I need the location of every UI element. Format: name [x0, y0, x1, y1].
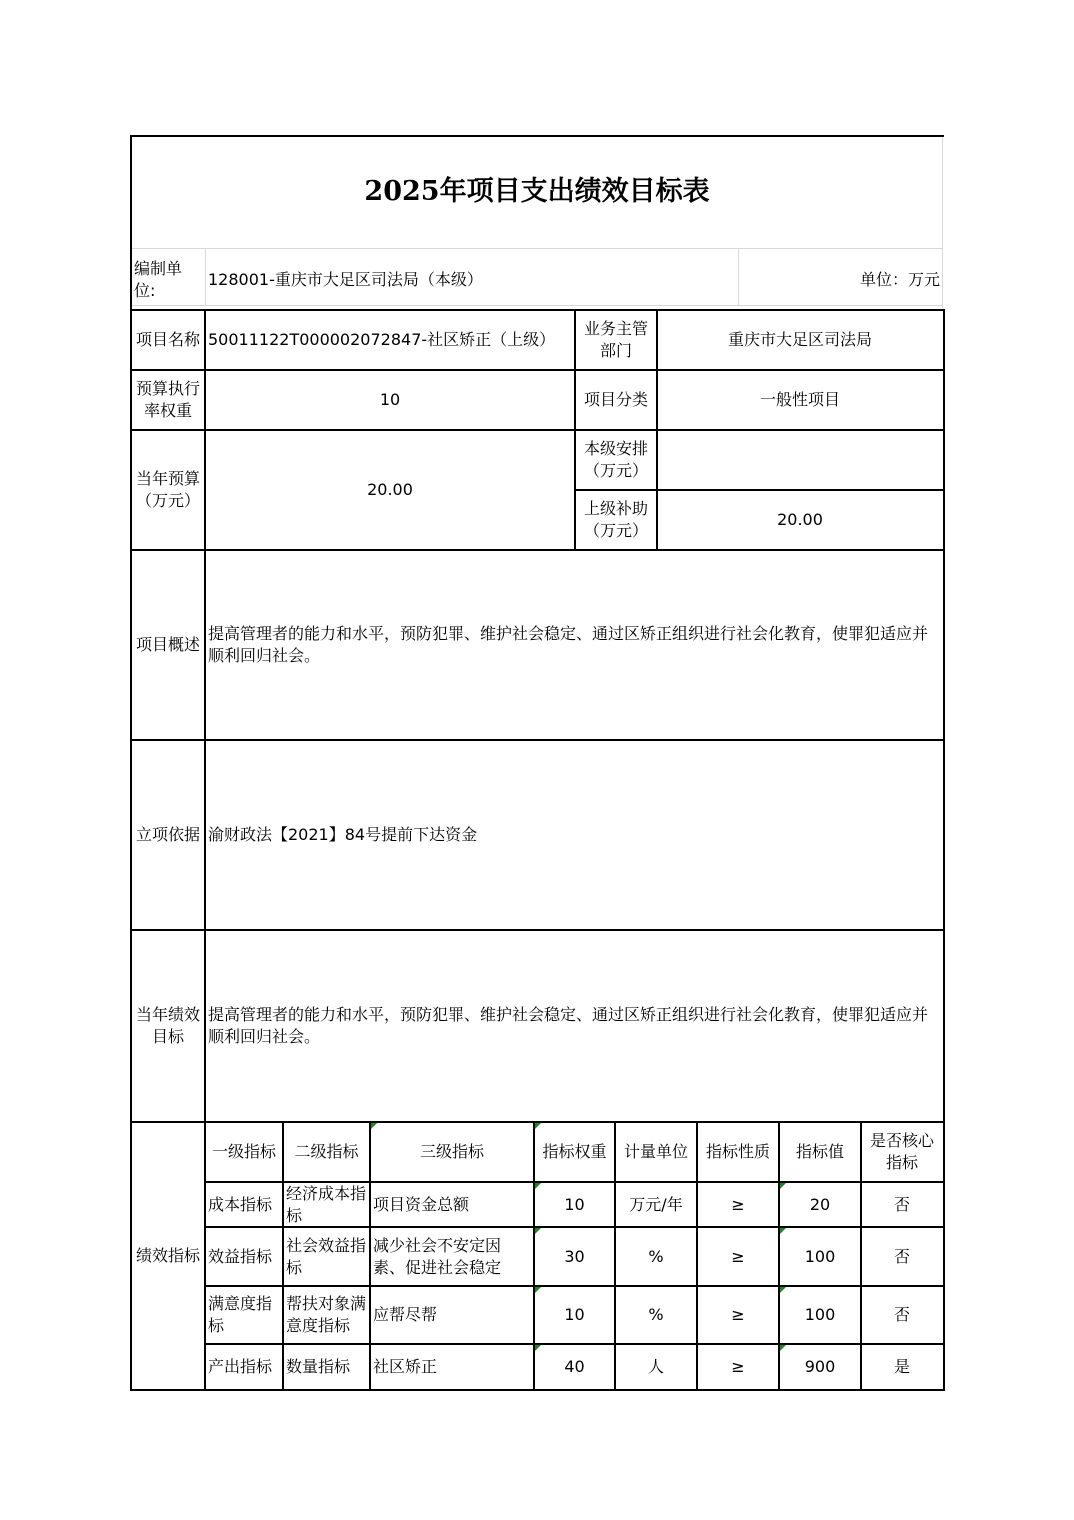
table-cell: 社区矫正 [373, 1356, 438, 1376]
budget-value: 20.00 [367, 480, 413, 499]
superior-value: 20.00 [777, 510, 823, 529]
cell-marker [780, 1345, 786, 1351]
table-cell: 20 [809, 1194, 831, 1214]
table-cell: 应帮尽帮 [373, 1305, 438, 1324]
table-cell: 否 [893, 1194, 910, 1214]
table-border [130, 309, 944, 311]
table-border [656, 309, 658, 550]
table-cell: 减少社会不安定因素、促进社会稳定 [373, 1235, 502, 1277]
table-border [130, 929, 944, 931]
table-cell: 否 [893, 1305, 910, 1324]
table-cell: 10 [564, 1305, 585, 1324]
table-cell: 是 [893, 1356, 910, 1376]
dept-value: 重庆市大足区司法局 [727, 330, 872, 349]
table-border [130, 1389, 944, 1391]
local-label: 本级安排（万元） [583, 439, 648, 480]
table-cell: 否 [893, 1246, 910, 1266]
cell-marker [535, 1345, 541, 1351]
table-cell: ≥ [731, 1305, 745, 1324]
superior-label: 上级补助（万元） [583, 499, 648, 540]
weight-value: 10 [379, 390, 401, 409]
table-cell: 社会效益指标 [286, 1235, 367, 1277]
table-cell: ≥ [731, 1194, 745, 1214]
local-value [657, 430, 943, 490]
goal-value: 提高管理者的能力和水平，预防犯罪、维护社会稳定、通过区矫正组织进行社会化教育，使罪犯适应并顺利回归社会。 [208, 1005, 929, 1046]
table-cell: 10 [564, 1194, 585, 1214]
table-cell: 帮扶对象满意度指标 [286, 1294, 367, 1335]
unit-value: 128001-重庆市大足区司法局（本级） [208, 270, 483, 289]
table-border [130, 549, 944, 551]
table-border [130, 135, 132, 1391]
cell-marker [535, 1228, 541, 1234]
weight-label: 预算执行率权重 [135, 379, 200, 420]
col-header: 计量单位 [623, 1142, 688, 1161]
table-border [860, 1121, 862, 1391]
col-header: 是否核心指标 [869, 1131, 934, 1172]
table-cell: 项目资金总额 [373, 1194, 470, 1214]
table-border [205, 1285, 944, 1287]
overview-label: 项目概述 [135, 635, 200, 654]
cell-marker [780, 1183, 786, 1189]
basis-label: 立项依据 [135, 825, 200, 844]
project-name-label: 项目名称 [135, 330, 200, 349]
table-cell: ≥ [731, 1246, 745, 1266]
table-border [130, 429, 944, 431]
cell-marker [535, 1183, 541, 1189]
goal-label: 当年绩效目标 [135, 1005, 200, 1046]
table-border [369, 1121, 371, 1391]
gridline [131, 248, 943, 249]
table-border [696, 1121, 698, 1391]
table-border [614, 1121, 616, 1391]
category-value: 一般性项目 [759, 390, 840, 409]
table-border [205, 1343, 944, 1345]
table-border [130, 1121, 944, 1123]
col-header: 二级指标 [294, 1142, 359, 1161]
table-cell: 100 [804, 1305, 836, 1324]
table-cell: 成本指标 [208, 1194, 273, 1214]
col-header: 指标性质 [705, 1142, 770, 1161]
col-header: 一级指标 [211, 1142, 276, 1161]
table-border [204, 309, 206, 1391]
cell-marker [780, 1228, 786, 1234]
indicators-label: 绩效指标 [135, 1245, 200, 1265]
table-border [130, 135, 944, 137]
table-border [778, 1121, 780, 1391]
page-title: 2025年项目支出绩效目标表 [364, 176, 710, 207]
table-border [533, 1121, 535, 1391]
table-cell: 100 [804, 1246, 836, 1266]
table-border [205, 1226, 944, 1228]
overview-value: 提高管理者的能力和水平，预防犯罪、维护社会稳定、通过区矫正组织进行社会化教育，使罪犯适应并顺利回归社会。 [208, 624, 929, 665]
table-cell: 万元/年 [629, 1194, 683, 1214]
table-border [205, 1181, 944, 1183]
cell-marker [535, 1287, 541, 1293]
table-cell: % [648, 1246, 664, 1266]
table-border [574, 309, 576, 550]
table-cell: % [648, 1305, 664, 1324]
table-cell: ≥ [731, 1356, 745, 1376]
basis-value: 渝财政法【2021】84号提前下达资金 [208, 825, 478, 844]
col-header: 指标值 [795, 1142, 844, 1161]
cell-marker [535, 1123, 541, 1129]
col-header: 指标权重 [542, 1142, 607, 1161]
table-border [282, 1121, 284, 1391]
table-cell: 效益指标 [208, 1246, 273, 1266]
cell-marker [371, 1123, 377, 1129]
dept-label: 业务主管部门 [583, 319, 648, 360]
table-cell: 40 [564, 1356, 585, 1376]
table-cell: 900 [804, 1356, 836, 1376]
cell-marker [780, 1287, 786, 1293]
table-cell: 人 [647, 1356, 664, 1376]
table-cell: 产出指标 [208, 1356, 273, 1376]
table-border [943, 309, 945, 1391]
col-header: 三级指标 [419, 1142, 484, 1161]
unit-label: 编制单位: [134, 259, 183, 300]
table-border [130, 369, 944, 371]
category-label: 项目分类 [583, 390, 648, 409]
table-border [575, 489, 944, 491]
table-cell: 满意度指标 [208, 1294, 273, 1335]
project-name-value: 50011122T000002072847-社区矫正（上级） [208, 330, 556, 349]
table-cell: 30 [564, 1246, 585, 1266]
table-border [130, 739, 944, 741]
table-cell: 数量指标 [286, 1356, 351, 1376]
table-cell: 经济成本指标 [286, 1183, 367, 1225]
budget-label: 当年预算（万元） [135, 469, 200, 510]
currency-unit: 单位：万元 [859, 270, 940, 289]
